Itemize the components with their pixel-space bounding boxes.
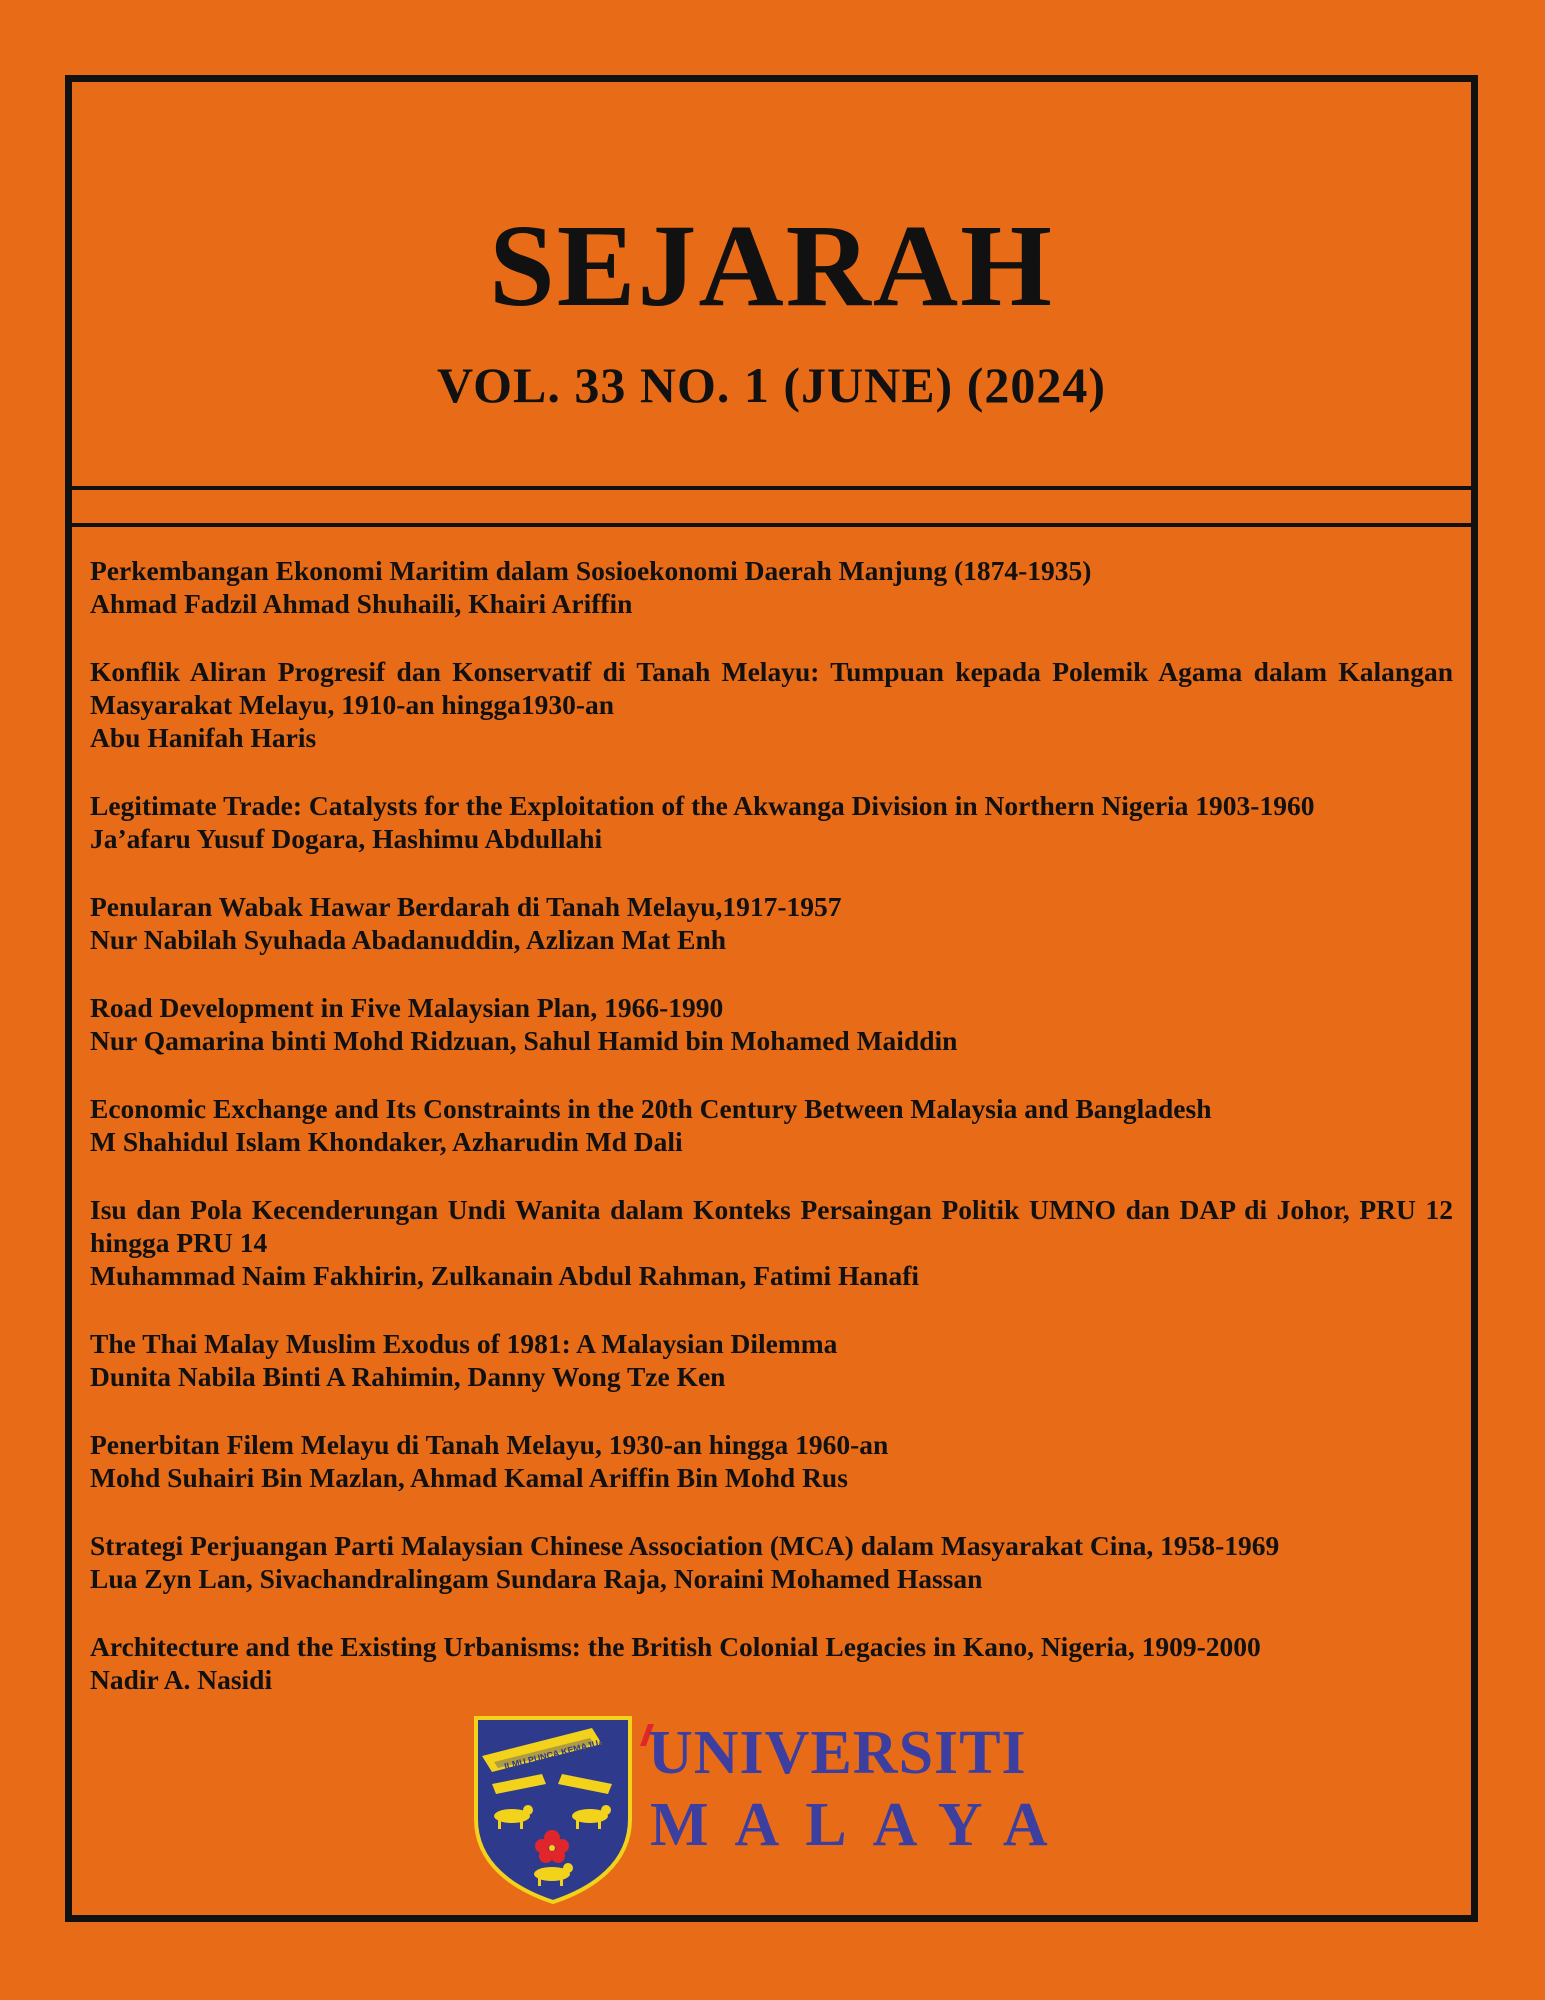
- article-title: Legitimate Trade: Catalysts for the Exploitation of the Akwanga Division in Northern Nigeria 1903-1960: [90, 790, 1315, 821]
- article-title: Architecture and the Existing Urbanisms: the British Colonial Legacies in Kano, Nigeria, 1909-2000: [90, 1631, 1261, 1662]
- article-title: The Thai Malay Muslim Exodus of 1981: A Malaysian Dilemma: [90, 1328, 838, 1359]
- article-entry: [90, 789, 1453, 855]
- journal-title: SEJARAH: [489, 200, 1054, 331]
- article-authors: Muhammad Naim Fakhirin, Zulkanain Abdul Rahman, Fatimi Hanafi: [90, 1260, 920, 1291]
- article-title: Penerbitan Filem Melayu di Tanah Melayu, 1930-an hingga 1960-an: [90, 1429, 889, 1460]
- article-authors: Abu Hanifah Haris: [90, 722, 317, 753]
- article-entry: [90, 554, 1453, 620]
- article-authors: Nadir A. Nasidi: [90, 1664, 273, 1695]
- article-entry: [90, 1327, 1453, 1393]
- article-title: Penularan Wabak Hawar Berdarah di Tanah Melayu,1917-1957: [90, 891, 842, 922]
- issue-info: VOL. 33 NO. 1 (JUNE) (2024): [436, 357, 1107, 413]
- article-entry: [90, 655, 1453, 754]
- svg-text:ILMU PUNCA KEMAJUAN: ILMU PUNCA KEMAJUAN: [503, 1735, 613, 1772]
- article-entry: [90, 890, 1453, 956]
- article-title: Road Development in Five Malaysian Plan, 1966-1990: [90, 992, 724, 1023]
- article-entry: [90, 1193, 1453, 1292]
- article-authors: Ja’afaru Yusuf Dogara, Hashimu Abdullahi: [90, 823, 603, 854]
- article-entry: [90, 1092, 1453, 1158]
- article-title: Strategi Perjuangan Parti Malaysian Chinese Association (MCA) dalam Masyarakat Cina, 1958-1969: [90, 1530, 1280, 1561]
- masthead: [72, 82, 1471, 488]
- article-authors: Mohd Suhairi Bin Mazlan, Ahmad Kamal Ariffin Bin Mohd Rus: [90, 1462, 848, 1493]
- university-logo: [472, 1714, 1092, 1904]
- divider-top: [72, 486, 1471, 490]
- article-title: Economic Exchange and Its Constraints in the 20th Century Between Malaysia and Bangladesh: [90, 1093, 1212, 1124]
- university-crest-icon: [472, 1714, 634, 1904]
- article-title: Perkembangan Ekonomi Maritim dalam Sosioekonomi Daerah Manjung (1874-1935): [90, 555, 1092, 586]
- article-entry: [90, 1630, 1453, 1696]
- university-name-line1: UNIVERSITI: [648, 1719, 1027, 1787]
- divider-bottom: [72, 523, 1471, 527]
- article-title: Konflik Aliran Progresif dan Konservatif di Tanah Melayu: Tumpuan kepada Polemik Agama dalam Kalangan Masyarakat Melayu, 1910-an hingga1930-an: [90, 656, 1453, 720]
- university-name-line2: MALAYA: [650, 1791, 1074, 1859]
- article-title: Isu dan Pola Kecenderungan Undi Wanita dalam Konteks Persaingan Politik UMNO dan DAP di Johor, PRU 12 hingga PRU 14: [90, 1194, 1453, 1258]
- article-authors: Lua Zyn Lan, Sivachandralingam Sundara Raja, Noraini Mohamed Hassan: [90, 1563, 983, 1594]
- table-of-contents: [90, 554, 1453, 1731]
- article-authors: Dunita Nabila Binti A Rahimin, Danny Wong Tze Ken: [90, 1361, 726, 1392]
- cover-frame: [65, 75, 1478, 1922]
- article-authors: Nur Qamarina binti Mohd Ridzuan, Sahul Hamid bin Mohamed Maiddin: [90, 1025, 958, 1056]
- article-entry: [90, 991, 1453, 1057]
- article-entry: [90, 1428, 1453, 1494]
- article-authors: M Shahidul Islam Khondaker, Azharudin Md Dali: [90, 1126, 683, 1157]
- article-authors: Nur Nabilah Syuhada Abadanuddin, Azlizan Mat Enh: [90, 924, 727, 955]
- article-authors: Ahmad Fadzil Ahmad Shuhaili, Khairi Ariffin: [90, 588, 633, 619]
- article-entry: [90, 1529, 1453, 1595]
